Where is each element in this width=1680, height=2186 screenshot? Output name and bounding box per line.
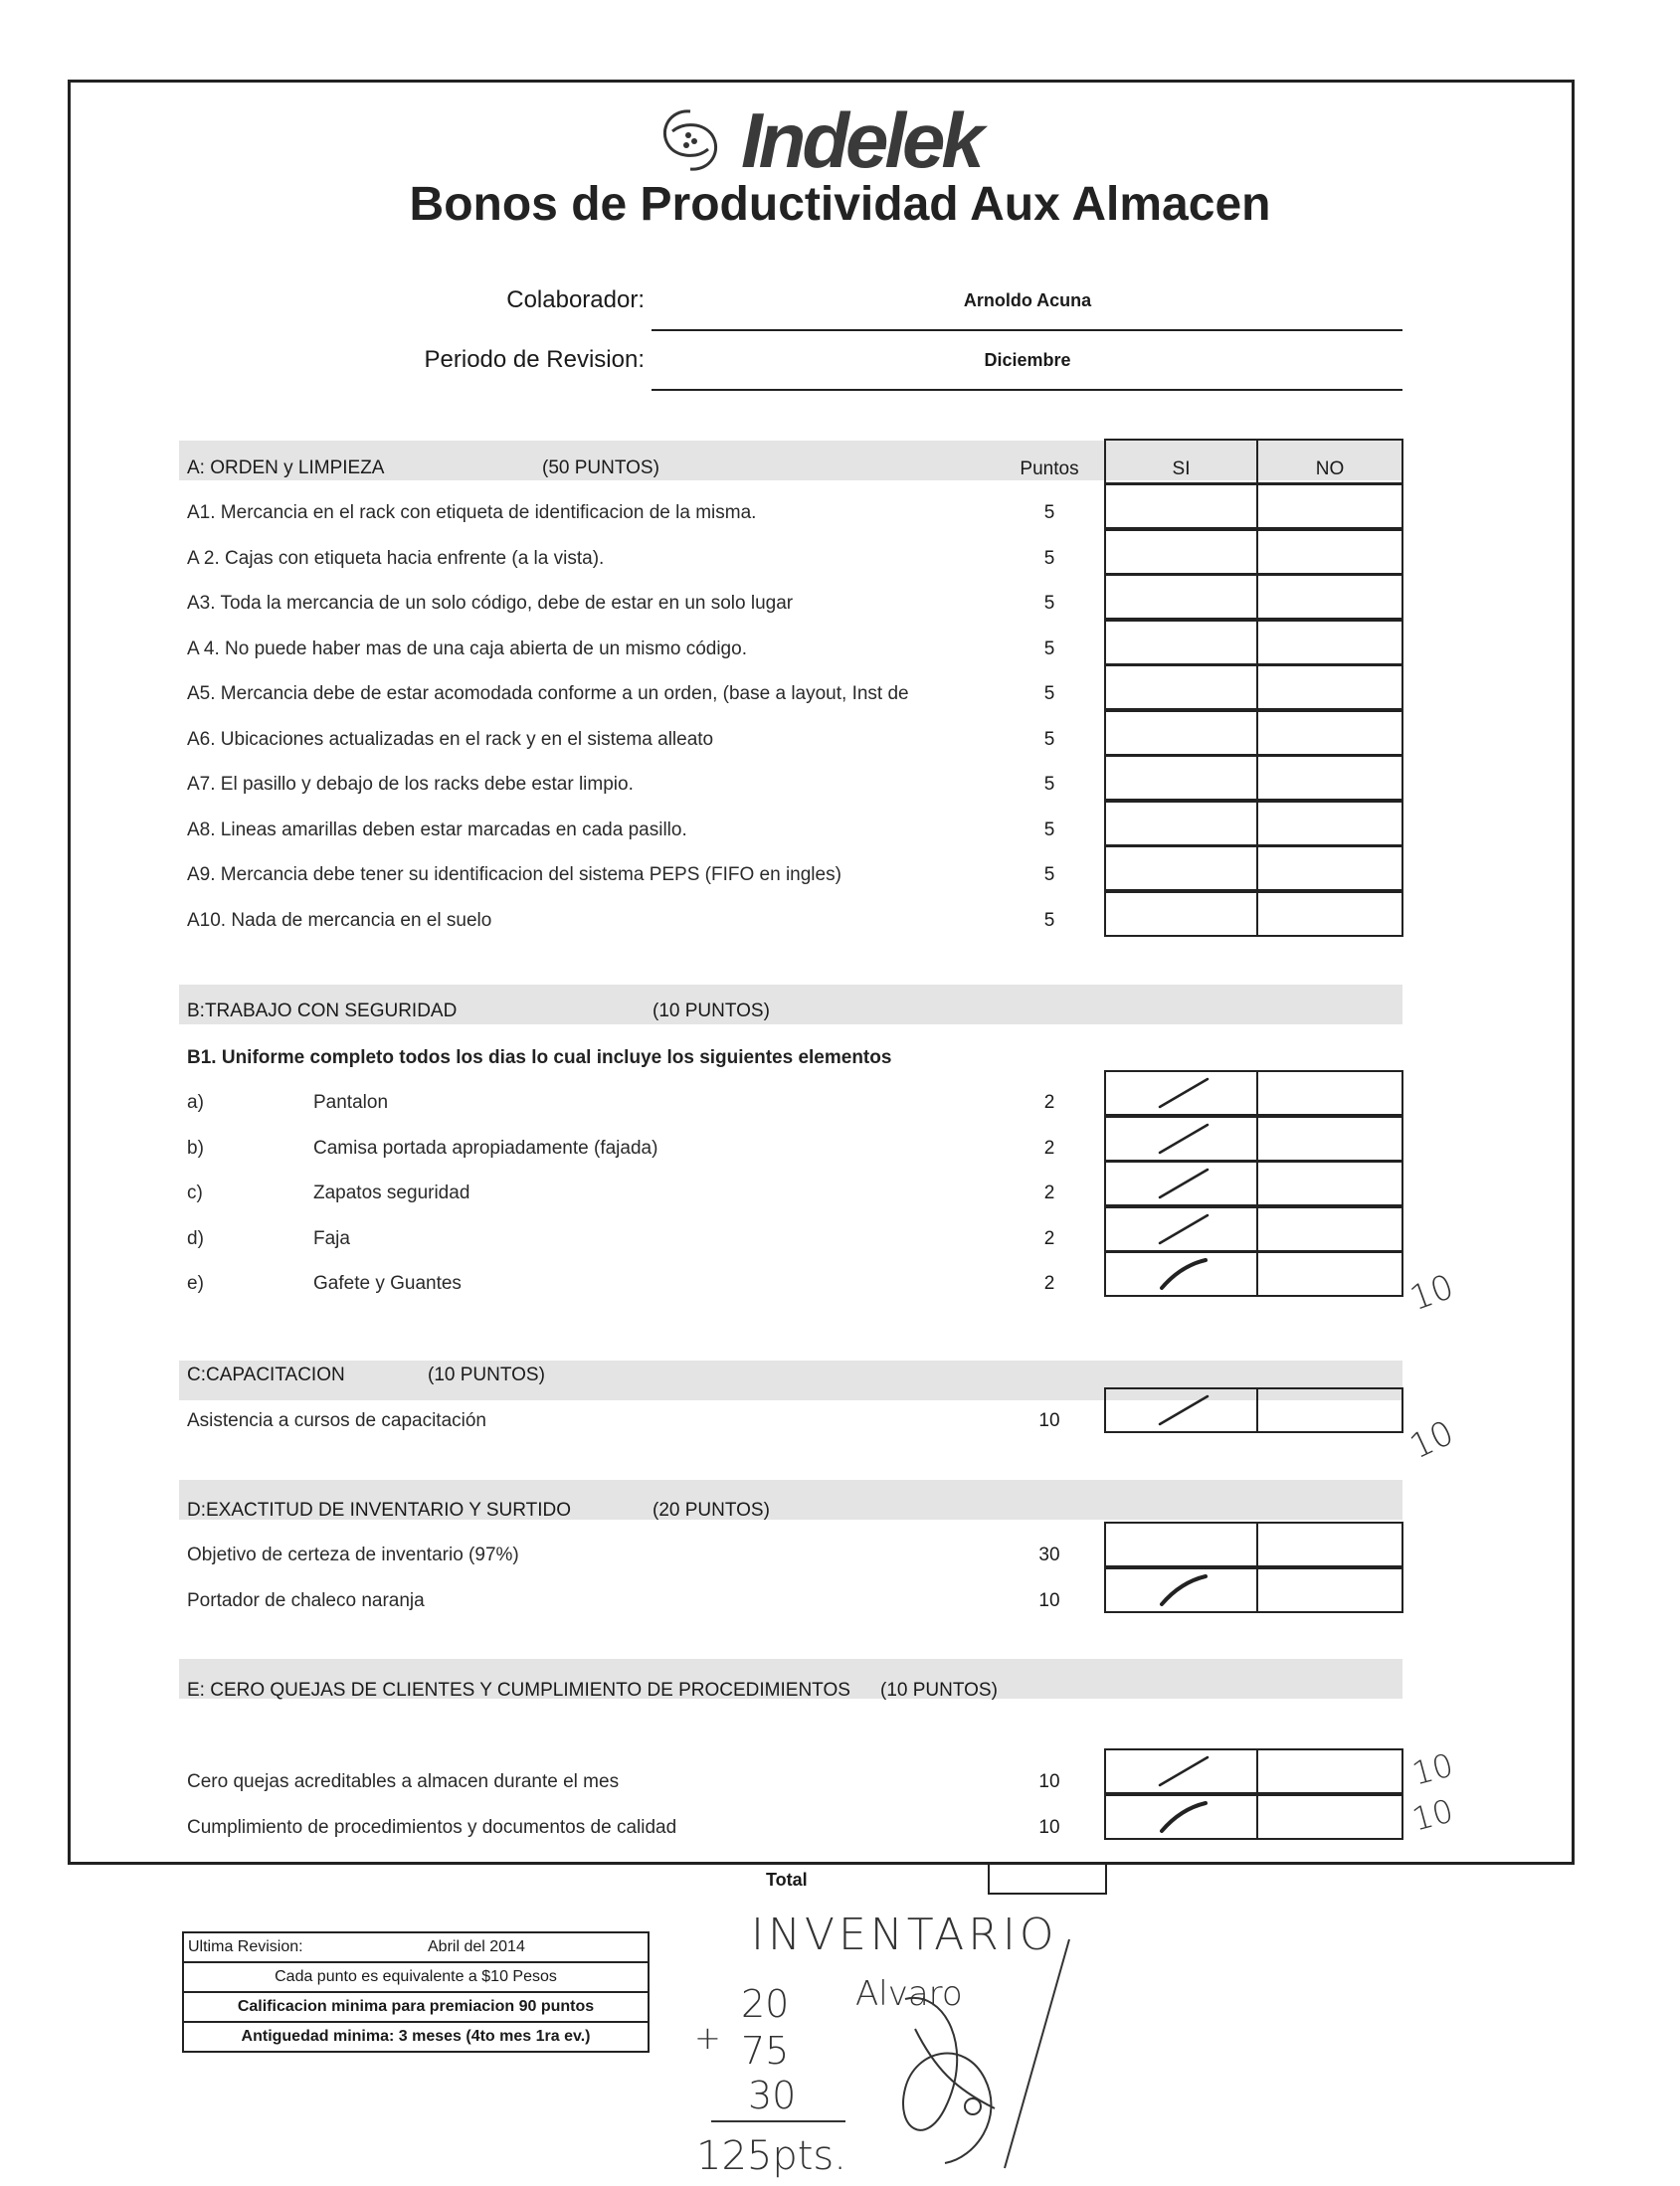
criteria-points: 5: [1043, 683, 1055, 704]
handwritten-total: 125pts.: [696, 2133, 846, 2179]
handwritten-score: 10: [1407, 1790, 1457, 1839]
criteria-points: 5: [1043, 547, 1055, 569]
handwritten-plus: +: [694, 2019, 721, 2057]
criteria-points: 2: [1043, 1273, 1055, 1294]
no-cell[interactable]: [1256, 1206, 1403, 1252]
handwritten-30: 30: [748, 2074, 797, 2117]
no-cell[interactable]: [1256, 574, 1403, 620]
total-box: [988, 1865, 1107, 1895]
handwritten-75: 75: [741, 2029, 790, 2073]
criteria-points: 5: [1043, 819, 1055, 840]
si-cell[interactable]: [1104, 801, 1258, 846]
puntos-header: Puntos: [1020, 458, 1079, 479]
si-cell[interactable]: [1104, 755, 1258, 801]
criteria-points: 5: [1043, 593, 1055, 614]
handwritten-alvaro: Alvaro: [855, 1974, 963, 2014]
no-cell[interactable]: [1256, 483, 1403, 529]
si-cell[interactable]: [1104, 664, 1258, 710]
periodo-underline: [652, 389, 1402, 391]
criteria-points: 5: [1043, 502, 1055, 523]
criteria-text: A6. Ubicaciones actualizadas en el rack y en el sistema alleato: [187, 728, 714, 750]
criteria-text: Cumplimiento de procedimientos y documentos de calidad: [187, 1816, 677, 1838]
no-cell[interactable]: [1256, 845, 1403, 891]
section-b-points: (10 PUNTOS): [653, 1001, 770, 1021]
total-label: Total: [766, 1870, 808, 1890]
no-cell[interactable]: [1256, 801, 1403, 846]
checkmark-icon: [1154, 1119, 1213, 1159]
section-d-points: (20 PUNTOS): [653, 1500, 770, 1521]
no-cell[interactable]: [1256, 891, 1403, 937]
checkmark-icon: [1154, 1390, 1213, 1430]
criteria-text: A10. Nada de mercancia en el suelo: [187, 909, 492, 931]
si-cell[interactable]: [1104, 891, 1258, 937]
si-cell[interactable]: [1104, 620, 1258, 665]
item-letter: e): [187, 1273, 204, 1294]
item-letter: c): [187, 1183, 203, 1203]
periodo-value: Diciembre: [984, 350, 1071, 370]
criteria-points: 10: [1038, 1771, 1060, 1792]
section-a-title: A: ORDEN y LIMPIEZA: [187, 457, 385, 478]
criteria-text: Cero quejas acreditables a almacen durante el mes: [187, 1771, 620, 1792]
criteria-points: 5: [1043, 774, 1055, 795]
item-letter: a): [187, 1092, 204, 1113]
info-line-3: Antiguedad minima: 3 meses (4to mes 1ra ev.): [241, 2028, 591, 2045]
section-d-title: D:EXACTITUD DE INVENTARIO Y SURTIDO: [187, 1500, 572, 1521]
periodo-label: Periodo de Revision:: [424, 346, 645, 373]
info-line-2: Calificacion minima para premiacion 90 puntos: [184, 1993, 648, 2023]
checkmark-icon: [1154, 1073, 1213, 1113]
criteria-text: Objetivo de certeza de inventario (97%): [187, 1545, 519, 1565]
si-cell[interactable]: [1104, 710, 1258, 756]
criteria-points: 5: [1043, 728, 1055, 750]
section-a-points: (50 PUNTOS): [542, 457, 659, 478]
criteria-points: 30: [1038, 1545, 1060, 1565]
colaborador-value: Arnoldo Acuna: [963, 290, 1092, 310]
section-e-points: (10 PUNTOS): [880, 1680, 998, 1701]
no-header: NO: [1315, 458, 1345, 479]
si-cell[interactable]: [1104, 483, 1258, 529]
si-cell[interactable]: [1104, 529, 1258, 575]
criteria-points: 2: [1043, 1227, 1055, 1249]
section-e-title: E: CERO QUEJAS DE CLIENTES Y CUMPLIMIENTO DE PROCEDIMIENTOS: [187, 1680, 850, 1701]
criteria-points: 10: [1038, 1816, 1060, 1838]
no-cell[interactable]: [1256, 755, 1403, 801]
no-cell[interactable]: [1256, 1794, 1403, 1840]
criteria-points: 5: [1043, 638, 1055, 659]
sum-line: [711, 2120, 845, 2122]
colaborador-label: Colaborador:: [506, 286, 645, 313]
criteria-text: Zapatos seguridad: [313, 1183, 470, 1203]
section-b-subtitle: B1. Uniforme completo todos los dias lo cual incluye los siguientes elementos: [187, 1047, 892, 1068]
criteria-text: A 4. No puede haber mas de una caja abierta de un mismo código.: [187, 638, 747, 659]
criteria-points: 2: [1043, 1092, 1055, 1113]
item-letter: d): [187, 1227, 204, 1249]
no-cell[interactable]: [1256, 1522, 1403, 1567]
criteria-points: 5: [1043, 909, 1055, 931]
checkmark-icon: [1154, 1751, 1213, 1791]
revision-info-box: [182, 1931, 650, 2053]
criteria-points: 2: [1043, 1137, 1055, 1159]
no-cell[interactable]: [1256, 1387, 1403, 1433]
criteria-text: A5. Mercancia debe de estar acomodada conforme a un orden, (base a layout, Inst de: [187, 683, 909, 704]
criteria-points: 10: [1038, 1589, 1060, 1611]
criteria-text: A7. El pasillo y debajo de los racks debe estar limpio.: [187, 774, 634, 795]
no-cell[interactable]: [1256, 710, 1403, 756]
si-header: SI: [1172, 458, 1191, 479]
checkmark-icon: [1154, 1164, 1213, 1203]
criteria-text: A8. Lineas amarillas deben estar marcadas en cada pasillo.: [187, 819, 687, 840]
handwritten-score: 10: [1407, 1745, 1457, 1793]
colaborador-underline: [652, 329, 1402, 331]
no-cell[interactable]: [1256, 1251, 1403, 1297]
checkmark-icon: [1154, 1570, 1213, 1610]
checkmark-icon: [1154, 1254, 1213, 1294]
criteria-text: Faja: [313, 1227, 350, 1249]
si-cell[interactable]: [1104, 1522, 1258, 1567]
section-c-title: C:CAPACITACION: [187, 1365, 345, 1385]
criteria-points: 5: [1043, 864, 1055, 885]
criteria-text: Pantalon: [313, 1092, 389, 1113]
section-b-handwritten-score: 10: [1404, 1266, 1459, 1320]
no-cell[interactable]: [1256, 620, 1403, 665]
criteria-text: A1. Mercancia en el rack con etiqueta de identificacion de la misma.: [187, 502, 757, 523]
page-title: Bonos de Productividad Aux Almacen: [409, 178, 1271, 231]
no-cell[interactable]: [1256, 664, 1403, 710]
section-b-title: B:TRABAJO CON SEGURIDAD: [187, 1001, 458, 1021]
section-c-points: (10 PUNTOS): [428, 1365, 545, 1385]
criteria-text: A 2. Cajas con etiqueta hacia enfrente (a la vista).: [187, 547, 605, 569]
no-cell[interactable]: [1256, 1070, 1403, 1116]
si-cell[interactable]: [1104, 574, 1258, 620]
criteria-text: Asistencia a cursos de capacitación: [187, 1410, 486, 1431]
criteria-text: A3. Toda la mercancia de un solo código, debe de estar en un solo lugar: [187, 593, 794, 614]
no-cell[interactable]: [1256, 1748, 1403, 1794]
no-cell[interactable]: [1256, 529, 1403, 575]
handwritten-inventario: INVENTARIO: [751, 1910, 1058, 1960]
revision-row: [184, 1933, 648, 1963]
no-cell[interactable]: [1256, 1567, 1403, 1613]
no-cell[interactable]: [1256, 1116, 1403, 1162]
criteria-text: Gafete y Guantes: [313, 1273, 462, 1294]
revision-value: Abril del 2014: [428, 1938, 525, 1955]
criteria-points: 10: [1038, 1410, 1060, 1431]
revision-label: Ultima Revision:: [188, 1938, 303, 1955]
logo-wordmark: Indelek: [741, 96, 981, 184]
si-cell[interactable]: [1104, 845, 1258, 891]
criteria-text: Portador de chaleco naranja: [187, 1589, 425, 1611]
no-cell[interactable]: [1256, 1161, 1403, 1206]
criteria-points: 2: [1043, 1183, 1055, 1203]
checkmark-icon: [1154, 1209, 1213, 1249]
item-letter: b): [187, 1137, 204, 1159]
section-c-handwritten-score: 10: [1403, 1412, 1460, 1468]
signature-icon: [885, 1929, 1074, 2178]
criteria-text: A9. Mercancia debe tener su identificacion del sistema PEPS (FIFO en ingles): [187, 864, 841, 885]
checkmark-icon: [1154, 1797, 1213, 1837]
info-line-1: Cada punto es equivalente a $10 Pesos: [184, 1963, 648, 1993]
criteria-text: Camisa portada apropiadamente (fajada): [313, 1137, 658, 1159]
handwritten-20: 20: [741, 1982, 790, 2026]
